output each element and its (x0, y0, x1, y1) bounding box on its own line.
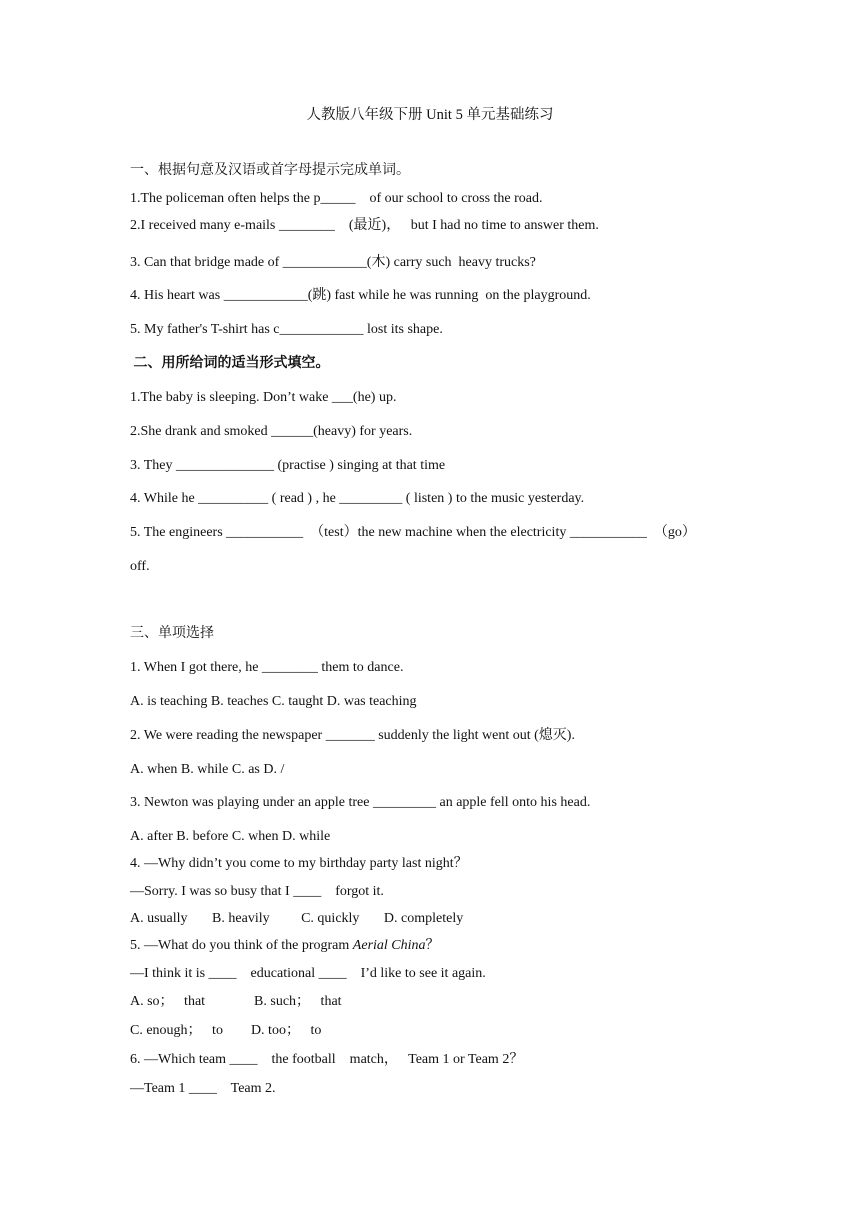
answer-line: —Team 1 ____ Team 2. (130, 1081, 276, 1096)
question-mark: ？ (425, 938, 440, 953)
section3-heading: 三、单项选择 (130, 626, 214, 641)
options-line: C. enough； to D. too； to (130, 1023, 322, 1038)
section2-item: 3. They ______________ (practise ) singing at that time (130, 458, 446, 473)
options-line: A. so； that B. such； that (130, 994, 342, 1009)
options-line: A. after B. before C. when D. while (130, 829, 331, 844)
answer-line: —Sorry. I was so busy that I ____ forgot it. (130, 884, 384, 899)
section2-item: 4. While he __________ ( read ) , he _________ ( listen ) to the music yesterday. (130, 491, 585, 506)
section1-item: 1.The policeman often helps the p_____ of our school to cross the road. (130, 191, 543, 206)
answer-line: —I think it is ____ educational ____ I’d like to see it again. (130, 966, 486, 981)
section1-item: 4. His heart was ____________(跳) fast while he was running on the playground. (130, 288, 591, 303)
section1-item: 2.I received many e-mails ________ (最近)， but I had no time to answer them. (130, 218, 599, 233)
question-line: 3. Newton was playing under an apple tree _________ an apple fell onto his head. (130, 795, 591, 810)
question-line: 6. —Which team ____ the football match， Team 1 or Team 2？ (130, 1052, 524, 1067)
options-line: A. is teaching B. teaches C. taught D. was teaching (130, 694, 417, 709)
program-title: Aerial China (352, 938, 426, 953)
section1-item: 3. Can that bridge made of ____________(木) carry such heavy trucks? (130, 255, 536, 270)
question-line: 4. —Why didn’t you come to my birthday party last night？ (130, 856, 468, 871)
options-line: A. when B. while C. as D. / (130, 762, 285, 777)
question-text: 5. —What do you think of the program (130, 938, 353, 953)
section1-item: 5. My father's T-shirt has c____________ lost its shape. (130, 322, 443, 337)
question-line: 1. When I got there, he ________ them to dance. (130, 660, 404, 675)
section2-item: 2.She drank and smoked ______(heavy) for years. (130, 424, 413, 439)
options-line: A. usually B. heavily C. quickly D. completely (130, 911, 464, 926)
section2-item: 1.The baby is sleeping. Don’t wake ___(he) up. (130, 390, 397, 405)
section2-item-continuation: off. (130, 559, 150, 574)
section2-heading: 二、用所给词的适当形式填空。 (130, 356, 330, 371)
section2-item: 5. The engineers ___________ （test）the new machine when the electricity ___________ （go） (130, 525, 696, 540)
question-line (130, 937, 440, 955)
document-title: 人教版八年级下册 Unit 5 单元基础练习 (306, 107, 554, 123)
question-line: 2. We were reading the newspaper _______ suddenly the light went out (熄灭). (130, 728, 575, 743)
section1-heading: 一、根据句意及汉语或首字母提示完成单词。 (130, 163, 410, 178)
